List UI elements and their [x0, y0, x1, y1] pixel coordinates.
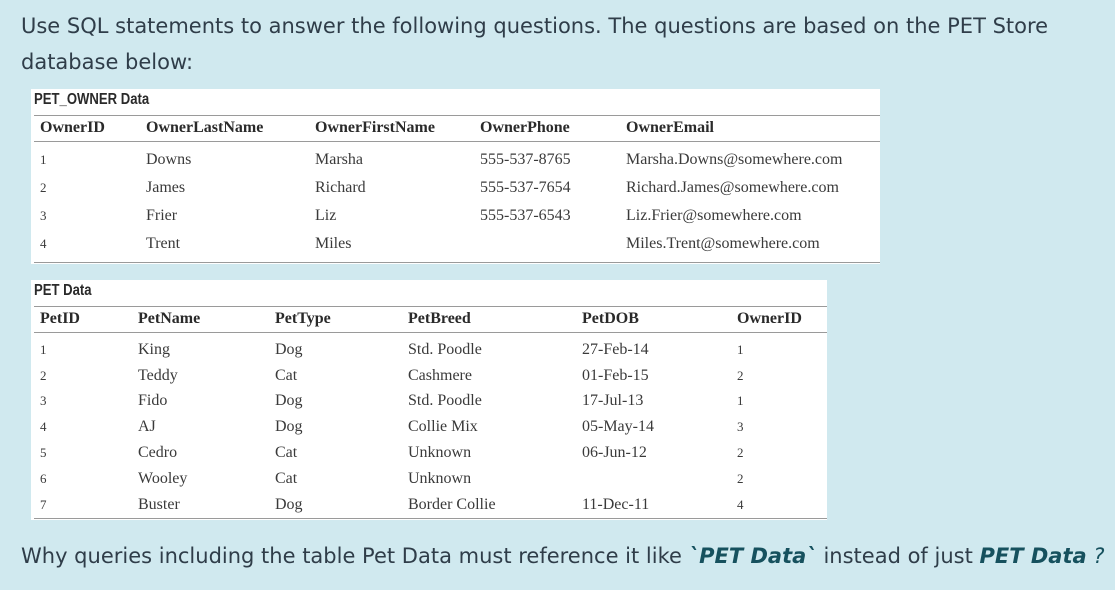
pet-table — [34, 306, 827, 518]
table-cell: 3 — [737, 419, 744, 435]
table-cell: Liz — [315, 207, 337, 224]
table-cell: 05-May-14 — [582, 418, 654, 436]
table-cell: Fido — [138, 392, 168, 410]
intro-text: Use SQL statements to answer the following questions. The questions are based on the PET Store database below: — [21, 14, 1049, 74]
column-header: OwnerLastName — [140, 116, 309, 142]
table-cell: Cat — [275, 469, 298, 487]
column-header: PetName — [132, 307, 269, 333]
table-cell: Richard — [315, 179, 366, 196]
question-middle: instead of just — [816, 544, 980, 568]
table-cell: 2 — [40, 367, 47, 383]
table-cell: 2 — [737, 445, 744, 461]
table-cell: Marsha.Downs@somewhere.com — [626, 151, 843, 168]
table-cell: Miles.Trent@somewhere.com — [626, 235, 820, 252]
table-cell: James — [146, 179, 186, 196]
table-header-row — [34, 116, 880, 142]
column-header: OwnerID — [731, 307, 827, 333]
table-cell: 1 — [737, 341, 744, 357]
table-cell: 1 — [737, 393, 744, 409]
table-cell: 1 — [40, 152, 47, 167]
table-cell: Downs — [146, 151, 192, 168]
table-cell: 27-Feb-14 — [582, 340, 649, 358]
table-cell: 2 — [40, 180, 47, 195]
table-cell: 01-Feb-15 — [582, 366, 649, 384]
table-cell: 11-Dec-11 — [582, 495, 650, 513]
table-row — [34, 440, 827, 466]
table-cell: Teddy — [138, 366, 178, 384]
table-cell: 7 — [40, 496, 47, 512]
table-row — [34, 333, 827, 363]
pet-owner-caption: PET_OWNER Data — [34, 91, 150, 108]
table-row — [34, 202, 880, 230]
table-bottom-rule — [34, 518, 827, 519]
column-header: PetBreed — [402, 307, 576, 333]
table-cell: 6 — [40, 470, 47, 486]
pet-caption: PET Data — [34, 282, 92, 299]
table-cell: Wooley — [138, 469, 188, 487]
table-cell: 06-Jun-12 — [582, 444, 647, 462]
table-cell: Cat — [275, 366, 298, 384]
table-bottom-rule — [34, 262, 880, 263]
table-cell: 1 — [40, 341, 47, 357]
column-header: OwnerPhone — [474, 116, 620, 142]
table-cell: Dog — [275, 392, 303, 410]
table-row — [34, 466, 827, 492]
table-cell: Richard.James@somewhere.com — [626, 179, 839, 196]
table-cell: Border Collie — [408, 495, 496, 513]
table-cell: Dog — [275, 495, 303, 513]
table-header-row — [34, 307, 827, 333]
question-plain-name: PET Data — [979, 544, 1087, 568]
table-cell: Liz.Frier@somewhere.com — [626, 207, 802, 224]
column-header: PetID — [34, 307, 132, 333]
table-cell: 4 — [737, 496, 744, 512]
table-row — [34, 363, 827, 389]
table-cell: 5 — [40, 445, 47, 461]
table-cell: 555-537-6543 — [480, 207, 571, 224]
column-header: OwnerFirstName — [309, 116, 474, 142]
table-cell: Std. Poodle — [408, 392, 482, 410]
pet-table-image — [31, 280, 827, 520]
table-cell: Dog — [275, 340, 303, 358]
question-quoted-name: `PET Data` — [688, 544, 817, 568]
table-cell: 2 — [737, 367, 744, 383]
pet-owner-table — [34, 115, 880, 258]
table-cell: 555-537-7654 — [480, 179, 571, 196]
table-cell: 17-Jul-13 — [582, 392, 644, 410]
table-row — [34, 174, 880, 202]
table-cell: 555-537-8765 — [480, 151, 571, 168]
table-cell: Unknown — [408, 469, 472, 487]
table-cell: King — [138, 340, 170, 358]
table-cell: 4 — [40, 419, 47, 435]
column-header: PetDOB — [576, 307, 731, 333]
question-prefix: Why queries including the table Pet Data must reference it like — [21, 544, 689, 568]
table-row — [34, 142, 880, 175]
pet-owner-table-image — [31, 89, 880, 264]
table-cell — [474, 230, 620, 258]
column-header: OwnerID — [34, 116, 140, 142]
table-cell: Buster — [138, 495, 180, 513]
table-cell: Std. Poodle — [408, 340, 482, 358]
table-cell: 4 — [40, 236, 47, 251]
table-row — [34, 389, 827, 415]
question-suffix: ? — [1086, 544, 1105, 568]
table-cell: Marsha — [315, 151, 363, 168]
table-cell — [576, 466, 731, 492]
column-header: PetType — [269, 307, 402, 333]
table-cell: Miles — [315, 235, 352, 252]
table-cell: Cashmere — [408, 366, 472, 384]
table-cell: AJ — [138, 418, 156, 436]
table-cell: Unknown — [408, 444, 472, 462]
table-cell: Cedro — [138, 444, 178, 462]
table-cell: Trent — [146, 235, 181, 252]
table-row — [34, 414, 827, 440]
question-text — [21, 538, 1105, 574]
table-cell: Frier — [146, 207, 178, 224]
table-row — [34, 230, 880, 258]
table-row — [34, 492, 827, 518]
table-cell: Collie Mix — [408, 418, 478, 436]
table-cell: Cat — [275, 444, 298, 462]
column-header: OwnerEmail — [620, 116, 880, 142]
table-cell: 3 — [40, 393, 47, 409]
table-cell: 2 — [737, 470, 744, 486]
table-cell: 3 — [40, 208, 47, 223]
table-cell: Dog — [275, 418, 303, 436]
